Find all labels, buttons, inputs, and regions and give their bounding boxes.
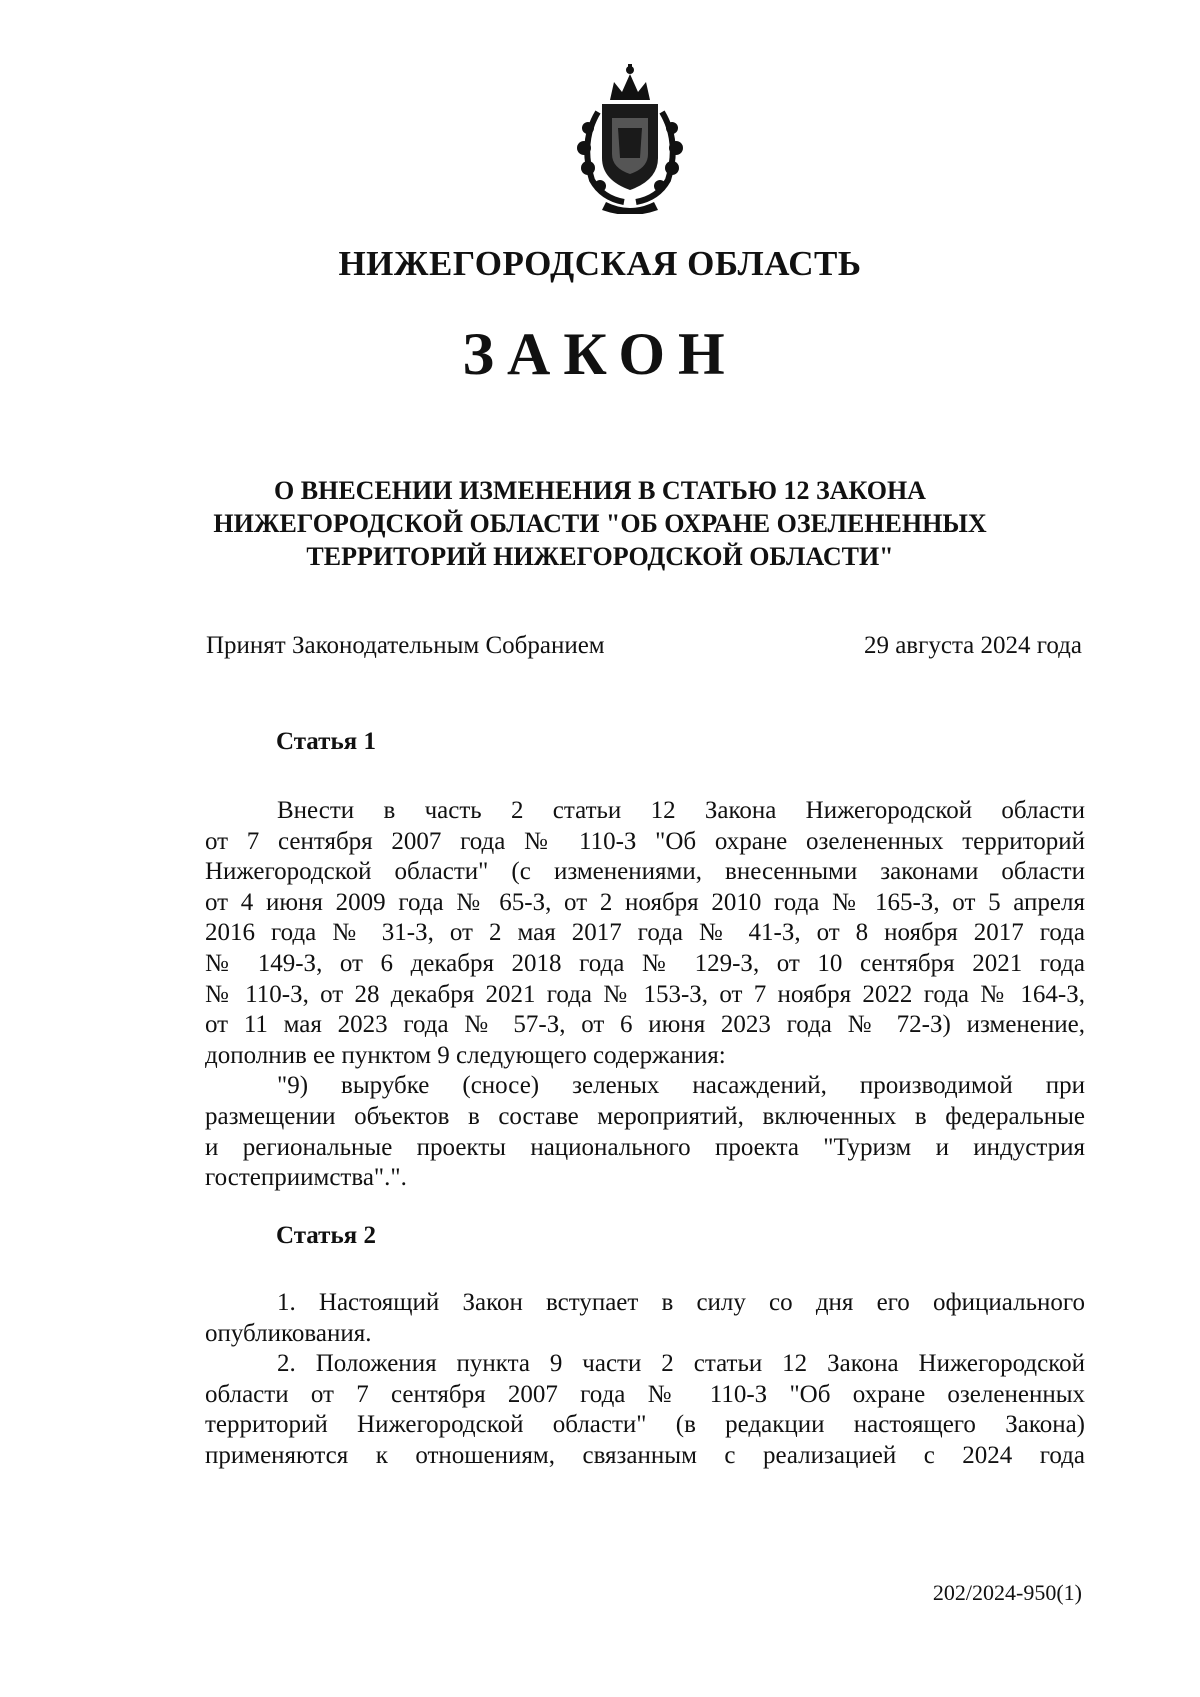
paragraph-line: Нижегородской области" (с изменениями, внесенными законами области — [205, 858, 1085, 886]
paragraph-line: размещении объектов в составе мероприятий, включенных в федеральные — [205, 1102, 1085, 1130]
law-title-line: НИЖЕГОРОДСКОЙ ОБЛАСТИ "ОБ ОХРАНЕ ОЗЕЛЕНЕННЫХ — [213, 509, 987, 538]
law-title-line: О ВНЕСЕНИИ ИЗМЕНЕНИЯ В СТАТЬЮ 12 ЗАКОНА — [274, 476, 926, 505]
paragraph-line: Внести в часть 2 статьи 12 Закона Нижегородской области — [277, 797, 1085, 824]
paragraph-line: от 7 сентября 2007 года № 110-З "Об охране озелененных территорий — [205, 827, 1085, 855]
paragraph-line: применяются к отношениям, связанным с реализацией с 2024 года — [205, 1441, 1085, 1469]
paragraph-line: 2. Положения пункта 9 части 2 статьи 12 Закона Нижегородской — [277, 1350, 1085, 1378]
article-1-text — [205, 796, 1085, 1194]
coat-of-arms-icon — [562, 62, 698, 214]
document-code: 202/2024-950(1) — [932, 1580, 1082, 1605]
law-title — [120, 474, 1080, 573]
paragraph-line: № 149-З, от 6 декабря 2018 года № 129-З, от 10 сентября 2021 года — [205, 949, 1085, 977]
paragraph-line: дополнив ее пунктом 9 следующего содержания: — [205, 1041, 726, 1069]
paragraph-line: и региональные проекты национального проекта "Туризм и индустрия — [205, 1133, 1085, 1161]
paragraph-line: от 4 июня 2009 года № 65-З, от 2 ноября 2010 года № 165-З, от 5 апреля — [205, 888, 1085, 916]
article-2-heading: Статья 2 — [276, 1222, 376, 1249]
law-title-line: ТЕРРИТОРИЙ НИЖЕГОРОДСКОЙ ОБЛАСТИ" — [306, 542, 894, 571]
paragraph-line: "9) вырубке (сносе) зеленых насаждений, производимой при — [277, 1072, 1085, 1100]
document-type: ЗАКОН — [462, 321, 738, 387]
paragraph-line: опубликования. — [205, 1319, 372, 1347]
paragraph-line: области от 7 сентября 2007 года № 110-З "Об охране озелененных — [205, 1380, 1085, 1408]
paragraph-line: гостеприимства".". — [205, 1164, 407, 1192]
article-1-heading: Статья 1 — [276, 728, 376, 755]
adoption-line — [206, 632, 1082, 660]
paragraph-line: территорий Нижегородской области" (в редакции настоящего Закона) — [205, 1411, 1085, 1439]
article-2-text — [205, 1288, 1085, 1472]
paragraph-line: от 11 мая 2023 года № 57-З, от 6 июня 2023 года № 72-З) изменение, — [205, 1011, 1085, 1039]
region-name: НИЖЕГОРОДСКАЯ ОБЛАСТЬ — [338, 244, 862, 283]
paragraph-line: № 110-З, от 28 декабря 2021 года № 153-З, от 7 ноября 2022 года № 164-З, — [205, 980, 1085, 1008]
paragraph-line: 2016 года № 31-З, от 2 мая 2017 года № 41-З, от 8 ноября 2017 года — [205, 919, 1085, 947]
adoption-date: 29 августа 2024 года — [863, 632, 1082, 659]
paragraph-line: 1. Настоящий Закон вступает в силу со дня его официального — [277, 1289, 1085, 1316]
adopting-body: Принят Законодательным Собранием — [206, 632, 605, 659]
